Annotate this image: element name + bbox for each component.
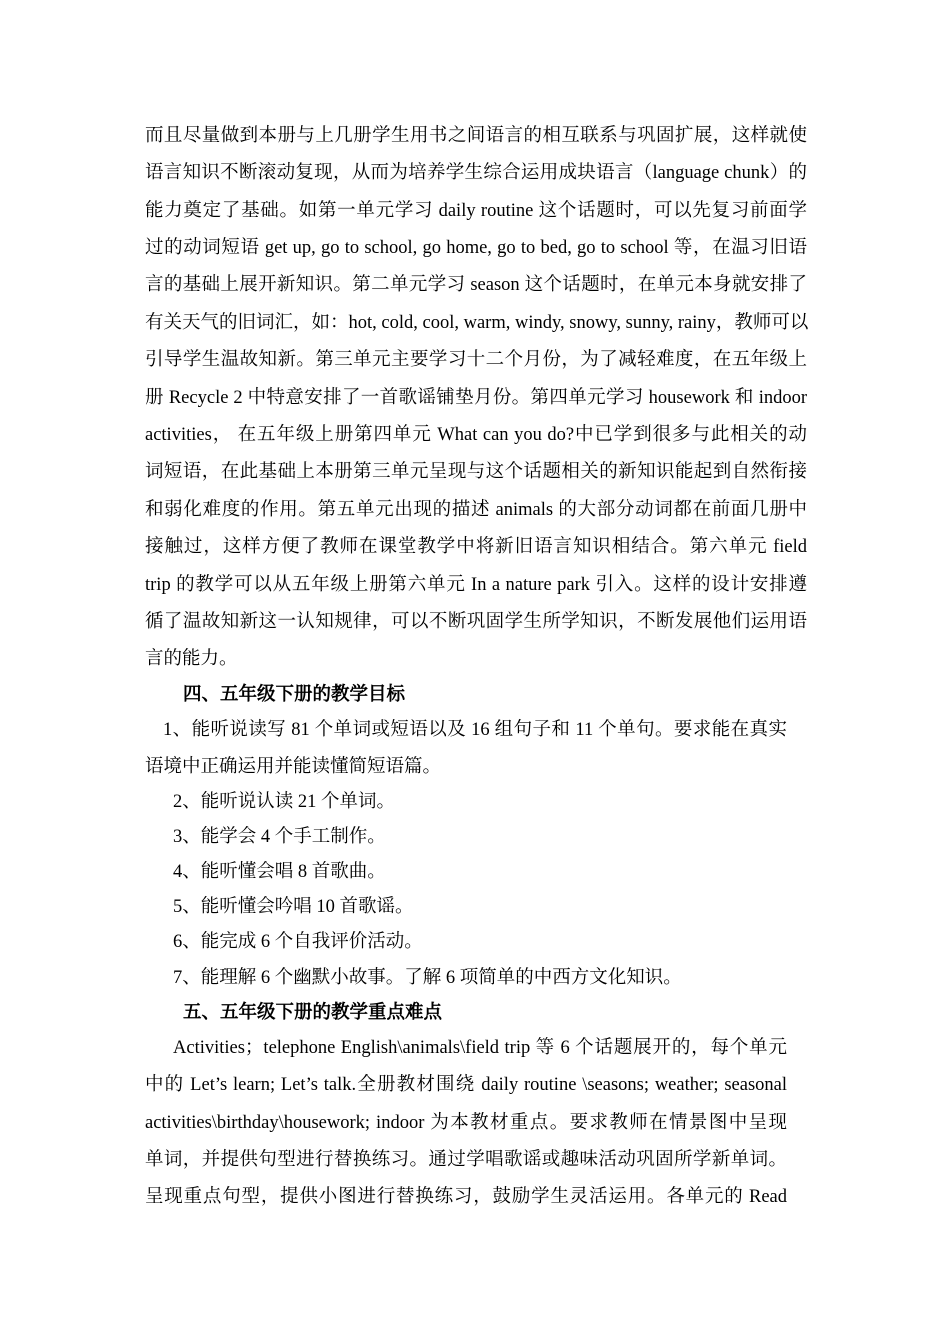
objective-item-7: 7、能理解 6 个幽默小故事。了解 6 项简单的中西方文化知识。 — [173, 968, 682, 988]
body-line-1: 而且尽量做到本册与上几册学生用书之间语言的相互联系与巩固扩展，这样就使 — [145, 126, 807, 146]
body-line-6: 有关天气的旧词汇，如：hot, cold, cool, warm, windy, snowy, sunny, rainy，教师可以 — [145, 313, 809, 333]
key-points-line-3: activities\birthday\housework; indoor 为本教材重点。要求教师在情景图中呈现 — [145, 1113, 787, 1133]
objective-item-1-line-1: 1、能听说读写 81 个单词或短语以及 16 组句子和 11 个单句。要求能在真实 — [163, 720, 787, 740]
key-points-line-4: 单词，并提供句型进行替换练习。通过学唱歌谣或趣味活动巩固所学新单词。 — [145, 1150, 787, 1170]
body-line-10: 词短语，在此基础上本册第三单元呈现与这个话题相关的新知识能起到自然衔接 — [145, 462, 807, 482]
section-four-heading: 四、五年级下册的教学目标 — [183, 685, 406, 705]
body-line-15: 言的能力。 — [145, 649, 238, 669]
body-line-13: trip 的教学可以从五年级上册第六单元 In a nature park 引入。这样的设计安排遵 — [145, 575, 807, 595]
body-line-5: 言的基础上展开新知识。第二单元学习 season 这个话题时，在单元本身就安排了 — [145, 275, 807, 295]
objective-item-5: 5、能听懂会吟唱 10 首歌谣。 — [173, 897, 414, 917]
objective-item-1-line-2: 语境中正确运用并能读懂简短语篇。 — [145, 757, 442, 777]
body-line-9: activities， 在五年级上册第四单元 What can you do?中已学到很多与此相关的动 — [145, 425, 807, 445]
body-line-7: 引导学生温故知新。第三单元主要学习十二个月份，为了减轻难度，在五年级上 — [145, 350, 807, 370]
body-line-2: 语言知识不断滚动复现，从而为培养学生综合运用成块语言（language chunk）的 — [145, 163, 807, 183]
body-line-14: 循了温故知新这一认知规律，可以不断巩固学生所学知识，不断发展他们运用语 — [145, 612, 807, 632]
section-five-heading: 五、五年级下册的教学重点难点 — [183, 1003, 443, 1023]
objective-item-2: 2、能听说认读 21 个单词。 — [173, 792, 396, 812]
body-line-11: 和弱化难度的作用。第五单元出现的描述 animals 的大部分动词都在前面几册中 — [145, 500, 807, 520]
body-line-12: 接触过，这样方便了教师在课堂教学中将新旧语言知识相结合。第六单元 field — [145, 537, 807, 557]
key-points-line-5: 呈现重点句型，提供小图进行替换练习，鼓励学生灵活运用。各单元的 Read — [145, 1187, 787, 1207]
body-line-3: 能力奠定了基础。如第一单元学习 daily routine 这个话题时，可以先复习前面学 — [145, 201, 807, 221]
objective-item-6: 6、能完成 6 个自我评价活动。 — [173, 932, 423, 952]
body-line-8: 册 Recycle 2 中特意安排了一首歌谣铺垫月份。第四单元学习 housework 和 indoor — [145, 388, 807, 408]
body-line-4: 过的动词短语 get up, go to school, go home, go to bed, go to school 等，在温习旧语 — [145, 238, 807, 258]
key-points-line-2: 中的 Let’s learn; Let’s talk.全册教材围绕 daily routine \seasons; weather; seasonal — [145, 1075, 787, 1095]
key-points-line-1: Activities；telephone English\animals\field trip 等 6 个话题展开的，每个单元 — [173, 1038, 787, 1058]
objective-item-4: 4、能听懂会唱 8 首歌曲。 — [173, 862, 386, 882]
objective-item-3: 3、能学会 4 个手工制作。 — [173, 827, 386, 847]
